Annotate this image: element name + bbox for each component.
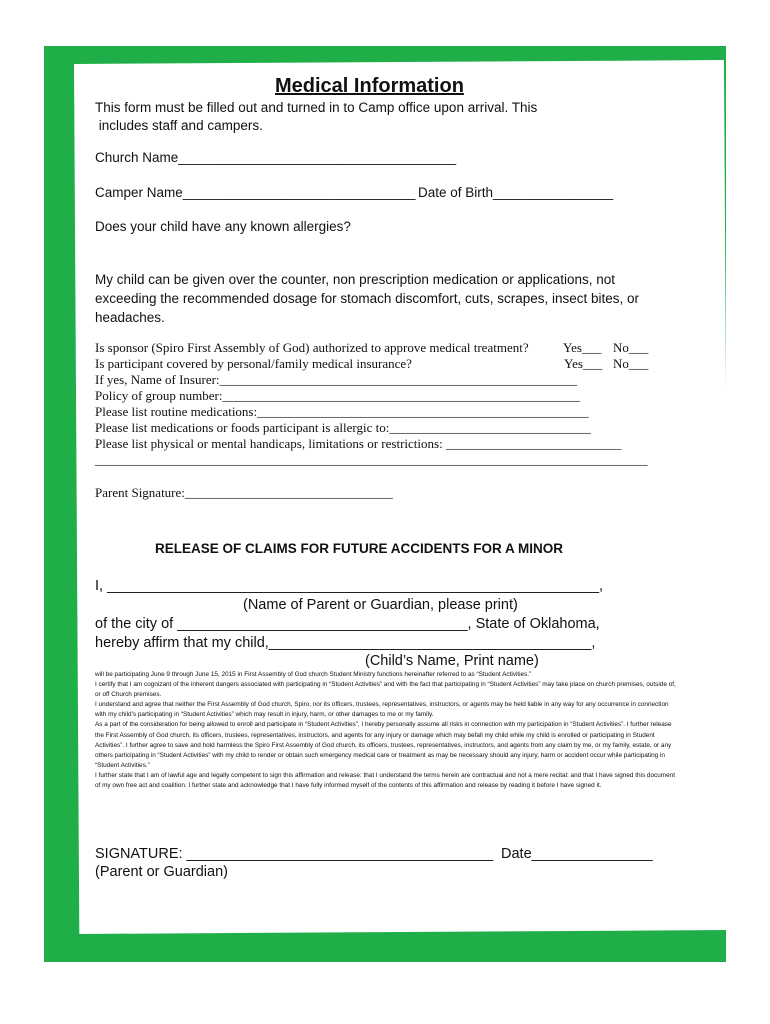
sponsor-question: Is sponsor (Spiro First Assembly of God) authorized to approve medical treatment? [95, 340, 529, 355]
sponsor-no-field[interactable]: No___ [613, 340, 649, 355]
guardian-signature-caption: (Parent or Guardian) [95, 864, 228, 880]
sponsor-yes-field[interactable]: Yes___ [563, 340, 602, 355]
parent-name-field[interactable]: I, _____________________________________________________________, [95, 578, 604, 594]
release-paragraph: will be participating June 9 through June 15, 2015 in First Assembly of God church Student Ministry functions hereinafter referred to as “Student Activities.” [95, 671, 532, 678]
page-title: Medical Information [275, 75, 464, 97]
camper-name-field[interactable]: Camper Name_______________________________ [95, 185, 416, 200]
date-of-birth-field[interactable]: Date of Birth________________ [418, 185, 614, 200]
insurance-question: Is participant covered by personal/family medical insurance? [95, 356, 412, 371]
handicaps-field[interactable]: Please list physical or mental handicaps, limitations or restrictions: ___________________________ [95, 436, 622, 451]
intro-text [95, 99, 537, 135]
release-paragraph: I understand and agree that neither the First Assembly of God church, Spiro, nor its officers, trustees, representatives, instructors, or agents may be held liable in any way for any occurrence in connection with my child’s participating in “Student Activities” which may result in injury, harm, or other damages to me or my family. [95, 701, 669, 719]
church-name-field[interactable]: Church Name_____________________________________ [95, 150, 457, 165]
otc-medication-paragraph: My child can be given over the counter, non prescription medication or applications, not exceeding the recommended dosage for stomach discomfort, cuts, scrapes, insect bites, or headaches. [95, 272, 640, 325]
release-paragraph: As a part of the consideration for being allowed to enroll and participate in “Student Activities”, I hereby personally assume all risks in connection with my participation in “Student Activities”. I further release the First Assembly of God church, its officers, trustees, representatives, instructors, and agents for any injury or damage which may befall my child while my child is enrolled or participating in Student Activities”. I further agree to save and hold harmless the Spiro First Assembly of God church, its officers, trustees, representatives, instructors, and agents from any claim by me, or my family, estate, or any others participating in “Student Activities” with my child to render or obtain such emergency medical care or treatment as may be necessary should any injury, harm or accident occur while participating in “Student Activities.” [95, 721, 672, 769]
handicaps-continuation-line[interactable]: _____________________________________________________________________________________ [95, 452, 648, 467]
release-title: RELEASE OF CLAIMS FOR FUTURE ACCIDENTS FOR A MINOR [155, 541, 563, 556]
release-date-field[interactable]: Date_______________ [501, 846, 653, 862]
release-paragraph: I further state that I am of lawful age and legally competent to sign this affirmation and release: that I understand the terms herein are contractual and not a mere recital: and that I have signed this document of my own free act and coalition. I further state and acknowledge that I have fully informed myself of the contents of this affirmation and release by reading it before I have signed it. [95, 771, 675, 790]
insurance-no-field[interactable]: No___ [613, 356, 649, 371]
routine-medications-field[interactable]: Please list routine medications:___________________________________________________ [95, 404, 589, 419]
release-terms [95, 670, 680, 791]
city-field[interactable]: of the city of ____________________________________, State of Oklahoma, [95, 616, 600, 632]
child-name-caption: (Child’s Name, Print name) [365, 653, 539, 669]
allergies-question: Does your child have any known allergies? [95, 219, 351, 234]
group-number-field[interactable]: Policy of group number:_______________________________________________________ [95, 388, 580, 403]
insurance-yes-field[interactable]: Yes___ [564, 356, 603, 371]
allergic-to-field[interactable]: Please list medications or foods participant is allergic to:_______________________________ [95, 420, 591, 435]
parent-name-caption: (Name of Parent or Guardian, please print) [243, 597, 518, 613]
guardian-signature-field[interactable]: SIGNATURE: ______________________________________ [95, 846, 494, 862]
intro-line-1: This form must be filled out and turned in to Camp office upon arrival. This [95, 100, 538, 115]
insurer-name-field[interactable]: If yes, Name of Insurer:_______________________________________________________ [95, 372, 578, 387]
parent-signature-field[interactable]: Parent Signature:________________________________ [95, 485, 393, 500]
intro-line-2: includes staff and campers. [95, 118, 263, 133]
child-name-field[interactable]: hereby affirm that my child,________________________________________, [95, 635, 596, 651]
release-paragraph: I certify that I am cognizant of the inherent dangers associated with participating in “Student Activities” and with the fact that participating in “Student Activities” may take place on church premises, outside of, or off Church premises. [95, 681, 676, 699]
